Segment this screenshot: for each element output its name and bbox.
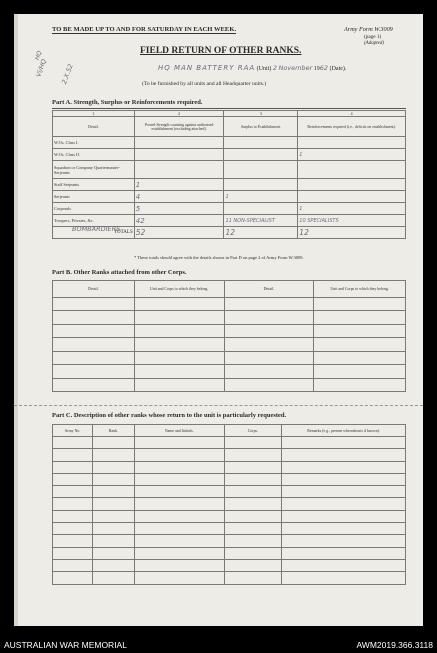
blank-cell bbox=[92, 510, 134, 522]
col-header-remarks: Remarks (e.g., present whereabouts if known). bbox=[282, 425, 406, 437]
col-header-detail: Detail. bbox=[53, 117, 135, 137]
totals-reinforcements: 12 bbox=[298, 227, 406, 239]
col-header-corps: Corps. bbox=[224, 425, 282, 437]
blank-cell bbox=[134, 523, 224, 535]
blank-cell bbox=[134, 338, 224, 351]
blank-row bbox=[53, 523, 406, 535]
blank-row bbox=[53, 338, 406, 351]
blank-cell bbox=[134, 498, 224, 510]
blank-cell bbox=[53, 297, 135, 310]
col-number: 2 bbox=[134, 111, 224, 117]
blank-cell bbox=[92, 486, 134, 498]
blank-row bbox=[53, 572, 406, 584]
row-posted: 4 bbox=[134, 191, 224, 203]
row-detail: Corporals bbox=[53, 203, 135, 215]
blank-cell bbox=[53, 523, 93, 535]
blank-cell bbox=[53, 324, 135, 337]
blank-row bbox=[53, 510, 406, 522]
col-header-name: Name and Initials. bbox=[134, 425, 224, 437]
row-surplus: 11 NON-SPECIALIST bbox=[224, 215, 298, 227]
blank-cell bbox=[224, 510, 282, 522]
bombardiers-note: BOMBARDIERS bbox=[72, 225, 121, 233]
blank-cell bbox=[314, 338, 406, 351]
margin-note-1: HQ bbox=[33, 49, 44, 62]
blank-cell bbox=[224, 559, 282, 571]
blank-cell bbox=[92, 523, 134, 535]
blank-cell bbox=[224, 378, 314, 392]
col-number: 1 bbox=[53, 111, 135, 117]
row-reinforcements bbox=[298, 179, 406, 191]
blank-cell bbox=[282, 437, 406, 449]
blank-cell bbox=[134, 351, 224, 364]
blank-cell bbox=[134, 572, 224, 584]
blank-cell bbox=[224, 437, 282, 449]
blank-cell bbox=[224, 311, 314, 324]
blank-cell bbox=[53, 510, 93, 522]
row-surplus bbox=[224, 179, 298, 191]
blank-cell bbox=[224, 297, 314, 310]
blank-cell bbox=[224, 473, 282, 485]
blank-row bbox=[53, 449, 406, 461]
row-detail: Staff Serjeants bbox=[53, 179, 135, 191]
blank-cell bbox=[224, 365, 314, 378]
blank-cell bbox=[92, 449, 134, 461]
blank-row bbox=[53, 378, 406, 392]
blank-cell bbox=[282, 559, 406, 571]
blank-cell bbox=[224, 535, 282, 547]
instruction: (To be furnished by all units and all Headquarter units.) bbox=[142, 81, 267, 87]
blank-cell bbox=[224, 547, 282, 559]
part-a-heading: Part A. Strength, Surplus or Reinforcements required. bbox=[52, 99, 203, 106]
unit-handwritten: HQ MAN BATTERY RAA bbox=[158, 64, 256, 72]
col-header-posted: Posted Strength counting against authorised establishment (excluding attached). bbox=[134, 117, 224, 137]
margin-note-2: Vi/HQ bbox=[34, 57, 49, 79]
col-number: 4 bbox=[298, 111, 406, 117]
totals-posted: 52 bbox=[134, 227, 224, 239]
blank-cell bbox=[134, 297, 224, 310]
blank-cell bbox=[53, 449, 93, 461]
table-row bbox=[53, 149, 406, 161]
blank-cell bbox=[282, 510, 406, 522]
unit-label: (Unit) bbox=[256, 66, 272, 72]
form-adapted: (Adapted) bbox=[364, 41, 384, 46]
blank-cell bbox=[314, 351, 406, 364]
row-reinforcements bbox=[298, 137, 406, 149]
top-instruction: TO BE MADE UP TO AND FOR SATURDAY IN EACH WEEK. bbox=[52, 26, 237, 33]
part-c-heading: Part C. Description of other ranks whose return to the unit is particularly requested. bbox=[52, 412, 287, 419]
blank-cell bbox=[53, 547, 93, 559]
date-month: November bbox=[278, 64, 313, 72]
row-reinforcements: 1 bbox=[298, 149, 406, 161]
blank-row bbox=[53, 297, 406, 310]
blank-row bbox=[53, 486, 406, 498]
blank-cell bbox=[134, 449, 224, 461]
blank-cell bbox=[224, 338, 314, 351]
blank-cell bbox=[53, 473, 93, 485]
blank-cell bbox=[282, 535, 406, 547]
row-reinforcements bbox=[298, 161, 406, 179]
blank-cell bbox=[282, 523, 406, 535]
blank-row bbox=[53, 461, 406, 473]
blank-cell bbox=[92, 473, 134, 485]
row-detail: Squadron or Company Quartermaster-Serjeants bbox=[53, 161, 135, 179]
footer-accession: AWM2019.366.3118 bbox=[356, 640, 433, 650]
blank-cell bbox=[134, 311, 224, 324]
blank-row bbox=[53, 437, 406, 449]
blank-cell bbox=[53, 572, 93, 584]
row-reinforcements: 1 bbox=[298, 203, 406, 215]
form-title: FIELD RETURN OF OTHER RANKS. bbox=[140, 46, 302, 56]
paper-edge bbox=[14, 14, 18, 626]
col-header-detail: Detail. bbox=[53, 281, 135, 298]
blank-cell bbox=[224, 523, 282, 535]
blank-cell bbox=[134, 324, 224, 337]
part-c-table bbox=[52, 424, 406, 585]
blank-row bbox=[53, 324, 406, 337]
blank-row bbox=[53, 311, 406, 324]
fold-line bbox=[14, 405, 423, 406]
row-surplus bbox=[224, 137, 298, 149]
row-surplus bbox=[224, 149, 298, 161]
blank-cell bbox=[53, 437, 93, 449]
table-row bbox=[53, 191, 406, 203]
blank-cell bbox=[314, 297, 406, 310]
form-page bbox=[14, 14, 423, 626]
table-row bbox=[53, 203, 406, 215]
blank-cell bbox=[92, 547, 134, 559]
blank-row bbox=[53, 365, 406, 378]
row-posted: 5 bbox=[134, 203, 224, 215]
table-row bbox=[53, 137, 406, 149]
blank-cell bbox=[224, 351, 314, 364]
blank-cell bbox=[282, 461, 406, 473]
archive-footer bbox=[0, 637, 437, 653]
blank-cell bbox=[314, 378, 406, 392]
blank-cell bbox=[134, 486, 224, 498]
part-b-heading: Part B. Other Ranks attached from other Corps. bbox=[52, 269, 187, 276]
blank-cell bbox=[134, 535, 224, 547]
blank-cell bbox=[224, 486, 282, 498]
blank-cell bbox=[282, 572, 406, 584]
part-a-footnote: * These totals should agree with the details shown in Part D on page 2 of Army Form W.3009. bbox=[134, 255, 304, 260]
blank-cell bbox=[134, 547, 224, 559]
table-row bbox=[53, 161, 406, 179]
date-label: (Date). bbox=[329, 66, 347, 72]
row-detail: W.Os. Class I. bbox=[53, 137, 135, 149]
col-header-detail: Detail. bbox=[224, 281, 314, 298]
form-page: (page 1) bbox=[364, 34, 382, 40]
row-posted bbox=[134, 161, 224, 179]
blank-cell bbox=[134, 473, 224, 485]
blank-cell bbox=[134, 559, 224, 571]
blank-cell bbox=[92, 559, 134, 571]
row-surplus bbox=[224, 161, 298, 179]
table-row bbox=[53, 179, 406, 191]
blank-cell bbox=[282, 547, 406, 559]
blank-cell bbox=[53, 311, 135, 324]
blank-cell bbox=[53, 559, 93, 571]
col-header-reinforcements: Reinforcements required (i.e., deficits on establishment). bbox=[298, 117, 406, 137]
blank-row bbox=[53, 473, 406, 485]
blank-cell bbox=[92, 437, 134, 449]
totals-label: TOTALS bbox=[53, 227, 135, 239]
row-detail: Serjeants bbox=[53, 191, 135, 203]
col-number: 3 bbox=[224, 111, 298, 117]
blank-cell bbox=[53, 351, 135, 364]
row-reinforcements: 10 SPECIALISTS bbox=[298, 215, 406, 227]
blank-cell bbox=[224, 449, 282, 461]
footer-source: AUSTRALIAN WAR MEMORIAL bbox=[4, 640, 127, 650]
blank-cell bbox=[282, 449, 406, 461]
col-header-unit-corps: Unit and Corps to which they belong. bbox=[314, 281, 406, 298]
year-handwritten: 62 bbox=[319, 64, 329, 72]
blank-row bbox=[53, 351, 406, 364]
blank-cell bbox=[314, 311, 406, 324]
row-posted bbox=[134, 149, 224, 161]
blank-cell bbox=[224, 461, 282, 473]
blank-cell bbox=[282, 473, 406, 485]
blank-cell bbox=[53, 486, 93, 498]
blank-row bbox=[53, 535, 406, 547]
blank-cell bbox=[92, 572, 134, 584]
blank-cell bbox=[314, 324, 406, 337]
blank-cell bbox=[282, 498, 406, 510]
blank-cell bbox=[224, 572, 282, 584]
blank-cell bbox=[134, 461, 224, 473]
row-posted: 1 bbox=[134, 179, 224, 191]
blank-cell bbox=[92, 461, 134, 473]
blank-cell bbox=[134, 365, 224, 378]
blank-row bbox=[53, 498, 406, 510]
row-detail: Troopers, Privates, &c. bbox=[53, 215, 135, 227]
col-header-army-no: Army No. bbox=[53, 425, 93, 437]
blank-cell bbox=[53, 378, 135, 392]
row-surplus bbox=[224, 203, 298, 215]
blank-cell bbox=[134, 510, 224, 522]
totals-surplus: 12 bbox=[224, 227, 298, 239]
margin-note-3: 2.X.52 bbox=[60, 62, 75, 86]
row-surplus: 1 bbox=[224, 191, 298, 203]
blank-cell bbox=[224, 324, 314, 337]
blank-cell bbox=[134, 378, 224, 392]
part-b-table bbox=[52, 280, 406, 392]
row-posted bbox=[134, 137, 224, 149]
date-day: 2 bbox=[272, 64, 277, 72]
blank-cell bbox=[53, 338, 135, 351]
col-header-unit-corps: Unit and Corps to which they belong. bbox=[134, 281, 224, 298]
blank-cell bbox=[53, 365, 135, 378]
blank-cell bbox=[314, 365, 406, 378]
col-header-rank: Rank. bbox=[92, 425, 134, 437]
blank-cell bbox=[282, 486, 406, 498]
unit-date-line bbox=[158, 64, 346, 72]
blank-cell bbox=[92, 535, 134, 547]
blank-cell bbox=[53, 535, 93, 547]
row-posted: 42 bbox=[134, 215, 224, 227]
part-a-rule bbox=[52, 108, 406, 109]
part-a-table bbox=[52, 110, 406, 239]
blank-row bbox=[53, 559, 406, 571]
blank-cell bbox=[53, 498, 93, 510]
blank-cell bbox=[134, 437, 224, 449]
blank-cell bbox=[92, 498, 134, 510]
col-header-surplus: Surplus to Establishment. bbox=[224, 117, 298, 137]
form-id: Army Form W.3009 bbox=[344, 26, 393, 33]
blank-row bbox=[53, 547, 406, 559]
row-detail: W.Os. Class II. bbox=[53, 149, 135, 161]
year-prefix: 19 bbox=[313, 66, 320, 72]
blank-cell bbox=[224, 498, 282, 510]
row-reinforcements bbox=[298, 191, 406, 203]
blank-cell bbox=[53, 461, 93, 473]
